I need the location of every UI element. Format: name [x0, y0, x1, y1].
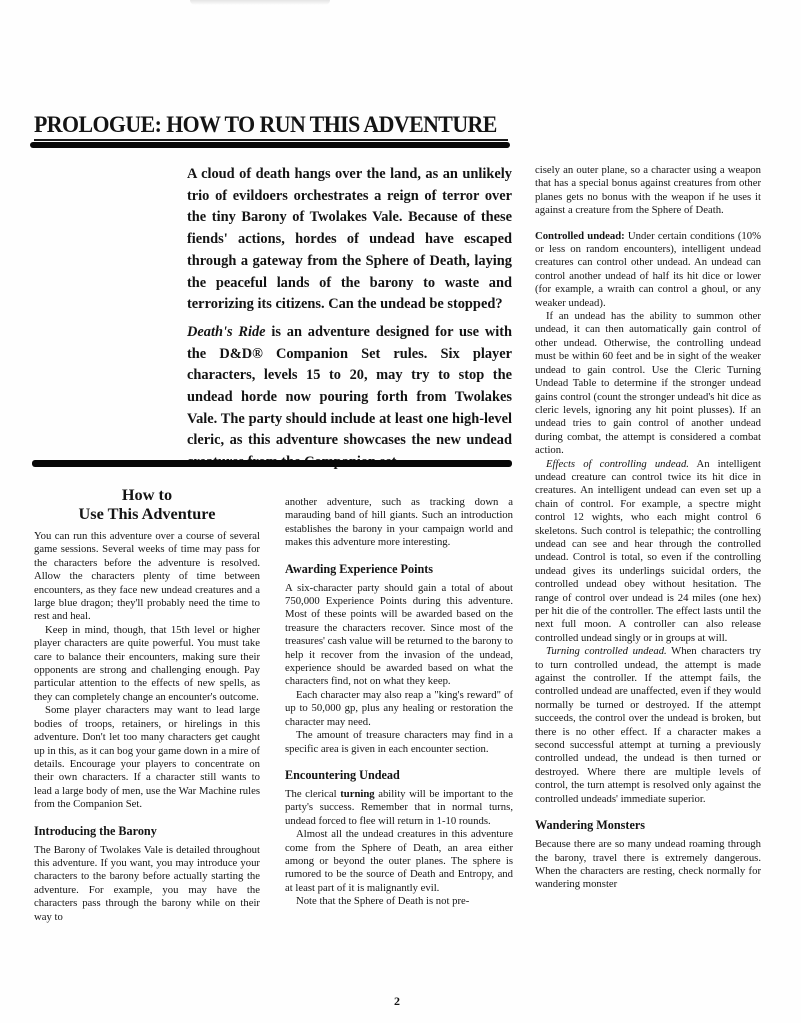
- page-title: PROLOGUE: HOW TO RUN THIS ADVENTURE: [34, 112, 497, 138]
- spacer: [535, 806, 761, 818]
- paragraph: [535, 230, 761, 310]
- paragraph: If an undead has the ability to summon other undead, it can then automatically gain control of other undead. Otherwise, the controlling undead must be within 60 feet and be in sight of the weaker undead to gain control. Use the Cleric Turning Undead Table to determine if the stronger undead gains control (count the stronger undead's hit dice as cleric levels, ignoring any hit point plusses). If an undead tries to gain control of another undead during combat, the attempt is considered a combat action.: [535, 310, 761, 457]
- paragraph: Some player characters may want to lead large bodies of troops, retainers, or hirelings in this adventure. Don't let too many characters get caught up in this, as it can bog your game down in a mire of details. Encourage your players to concentrate on their own characters. If a character still wants to lead a large body of men, use the War Machine rules from the Companion Set.: [34, 704, 260, 811]
- paragraph: [285, 788, 513, 828]
- column-2: [285, 496, 513, 909]
- text: When characters try to turn controlled undead, the attempt is made against the controller. If the attempt fails, the controlled undead are unaffected, even if they would normally be turned or destroyed. If the attempt succeeds, the control over the undead is broken, but there is no other effect. If a character makes a second successful attempt at turning a previously controlled undead, the undead is then turned or destroyed. Where there are multiple levels of control, the turn attempt is resolved only against the controlled undeads' immediate superior.: [535, 645, 761, 805]
- section-heading-wandering-monsters: Wandering Monsters: [535, 818, 646, 833]
- spacer: [34, 812, 260, 824]
- text: An intelligent undead creature can control twice its hit dice in creatures. An intelligent undead can even set up a chain of control. For example, a spectre might control 12 wights, who each might control 6 skeletons. Such control is telepathic; the controlling undead can see and hear through the controlled undead. Control is total, so even if the controlling undead gives its underlings suicidal orders, the controlled undead obey without hesitation. The range of control over undead is 24 miles (one hex) per hit die of the controller. The effect lasts until the next full moon. A controller can also release controlled undead singly or in groups at will.: [535, 457, 761, 644]
- intro-paragraph: A cloud of death hangs over the land, as an unlikely trio of evildoers orchestrates a reign of terror over the tiny Barony of Twolakes Vale. Because of these fiends' actions, hordes of undead have escaped through a gateway from the Sphere of Death, laying the peaceful lands of the barony to waste and terrorizing its citizens. Can the undead be stopped?: [187, 166, 512, 313]
- column-1: [34, 485, 260, 924]
- paragraph: another adventure, such as tracking down a marauding band of hill giants. Such an introduction establishes the barony in your campaign world and makes this adventure more interesting.: [285, 496, 513, 549]
- adventure-title: Death's Ride: [187, 323, 266, 340]
- text: Under certain conditions (10% or less on random encounters), intelligent undead creatures can control other undead. An undead can control another undead of half its hit dice or lower (for example, a wraith can control a ghoul, or any weaker undead).: [535, 229, 761, 309]
- top-rule-divider: [30, 142, 510, 148]
- top-edge-shadow: [190, 0, 330, 5]
- paragraph: Almost all the undead creatures in this adventure come from the Sphere of Death, an area either among or beyond the outer planes. The sphere is rumored to be the source of Death and Entropy, and at least part of it is malignantly evil.: [285, 828, 513, 894]
- middle-rule-divider: [32, 460, 512, 467]
- paragraph: [535, 645, 761, 806]
- text: ability will be important to the party's success. Remember that in normal turns, undead forced to flee will return in 1-10 rounds.: [285, 787, 514, 827]
- paragraph: [535, 458, 761, 646]
- paragraph: A six-character party should gain a total of about 750,000 Experience Points during this adventure. Most of these points will be awarded based on the treasure the characters recover. Since most of the treasures' cash value will be returned to the barony to help it recover from the invasion of the undead, experience should be awarded based on what the characters find, not on what they keep.: [285, 581, 513, 688]
- paragraph: The Barony of Twolakes Vale is detailed throughout this adventure. If you want, you may introduce your characters to the barony before actually starting the adventure. For example, you may have the characters pass through the barony while on their way to: [34, 843, 260, 923]
- page-number: 2: [394, 994, 400, 1008]
- paragraph: You can run this adventure over a course of several game sessions. Several weeks of time may pass for the characters before the adventure is resolved. Allow the characters plenty of time between encounters, as they face new undead creatures and a large blue dragon; they'll probably need the time to rest and heal.: [34, 530, 260, 623]
- heading-line: Use This Adventure: [78, 504, 216, 523]
- spacer: [285, 550, 513, 562]
- heading-line: How to: [121, 485, 173, 504]
- paragraph: Note that the Sphere of Death is not pre-: [296, 895, 470, 908]
- title-underline: [34, 139, 508, 141]
- paragraph: cisely an outer plane, so a character using a weapon that has a special bonus against creatures from other planes gets no bonus with the weapon if he uses it against a creature from the Sphere of Death.: [535, 164, 761, 217]
- section-heading-introducing-barony: Introducing the Barony: [34, 823, 157, 838]
- italic-lead: Effects of controlling undead.: [546, 457, 689, 470]
- section-heading-encountering-undead: Encountering Undead: [285, 767, 400, 782]
- intro-paragraph: [187, 322, 512, 474]
- paragraph: Keep in mind, though, that 15th level or higher player characters are quite powerful. You must take care to balance their encounters, making sure their opponents are strong and challenging enough. Pay particular attention to the effects of new spells, as they can completely change an encounter's outcome.: [34, 623, 260, 703]
- spacer: [285, 756, 513, 768]
- run-in-heading: Controlled undead:: [535, 229, 625, 242]
- paragraph: Because there are so many undead roaming through the barony, travel there is extremely dangerous. When the characters are resting, check normally for wandering monster: [535, 838, 761, 891]
- column-3: [535, 164, 761, 892]
- section-heading-how-to-use: [34, 485, 260, 523]
- spacer: [535, 218, 761, 230]
- intro-text: is an adventure designed for use with the D&D® Companion Set rules. Six player characters, levels 15 to 20, may try to stop the undead horde now pouring forth from Twolakes Vale. The party should include at least one high-level cleric, as this adventure showcases the new undead: [187, 323, 513, 449]
- text: The clerical: [285, 787, 341, 800]
- intro-box: [187, 164, 512, 480]
- italic-lead: Turning controlled undead.: [546, 645, 667, 658]
- paragraph: Each character may also reap a "king's reward" of up to 50,000 gp, plus any healing or restoration the character may need.: [285, 688, 513, 728]
- section-heading-experience: Awarding Experience Points: [285, 561, 434, 576]
- paragraph: The amount of treasure characters may find in a specific area is given in each encounter section.: [285, 729, 513, 755]
- bold-term: turning: [340, 787, 375, 800]
